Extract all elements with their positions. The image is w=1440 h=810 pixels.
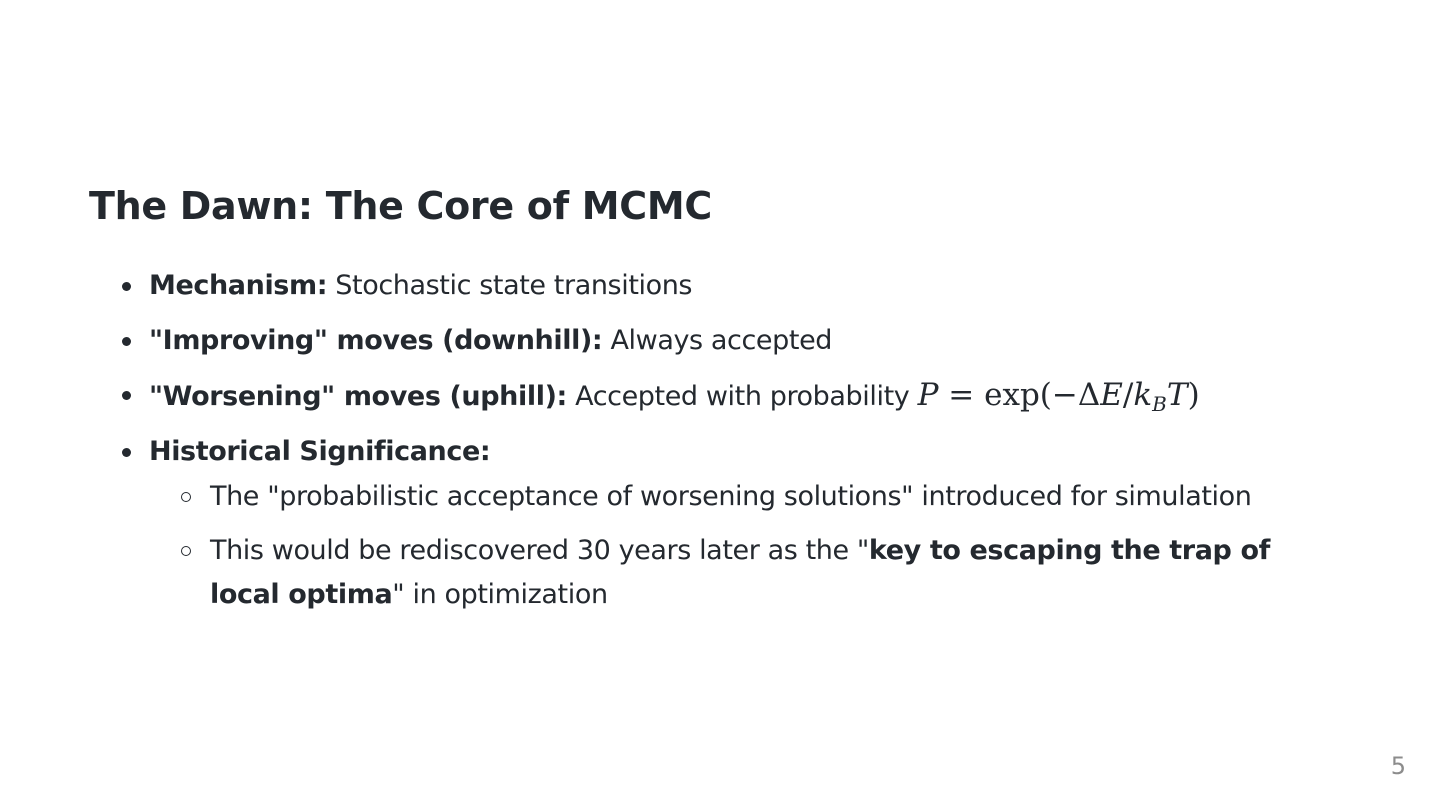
formula-subscript-b: B [1152,392,1167,416]
formula-minus: − [1051,377,1078,413]
formula-e: E [1100,377,1123,413]
bullet-historical-significance [149,430,1379,618]
formula-k: k [1133,377,1153,413]
bullet-text: Stochastic state transitions [335,270,693,301]
sub-bullet-text-after: " in optimization [392,579,608,610]
formula-slash: / [1122,377,1134,413]
bullet-text: Always accepted [610,324,833,356]
formula-delta: Δ [1077,377,1101,413]
sub-bullet-item [210,475,1379,519]
formula-open-paren: ( [1039,377,1052,413]
bullet-list [149,264,1379,628]
formula-equals: = [938,377,985,413]
formula-exp: exp [984,377,1040,413]
bullet-improving-moves [149,319,1379,363]
page-number: 5 [1390,752,1406,780]
bullet-label: Historical Significance: [149,435,491,467]
bullet-label: "Worsening" moves (uphill): [149,381,567,412]
sub-bullet-text [210,529,1340,617]
sub-bullet-text-before: This would be rediscovered 30 years later as the " [210,535,869,566]
sub-bullet-text: The "probabilistic acceptance of worsening solutions" introduced for simulation [210,480,1252,512]
slide-title: The Dawn: The Core of MCMC [89,184,712,228]
bullet-label: "Improving" moves (downhill): [149,324,603,356]
bullet-mechanism [149,264,1379,308]
bullet-text: Accepted with probability [575,381,910,412]
sub-bullet-emphasis: key to escaping the trap of local optima [210,535,1270,610]
formula-t: T [1166,377,1188,413]
sub-bullet-item [210,529,1379,617]
formula-close-paren: ) [1187,377,1200,413]
sub-bullet-list [149,475,1379,618]
acceptance-probability-formula [917,377,1200,416]
bullet-label: Mechanism: [149,270,328,301]
bullet-worsening-moves [149,373,1379,419]
formula-p: P [917,377,939,413]
